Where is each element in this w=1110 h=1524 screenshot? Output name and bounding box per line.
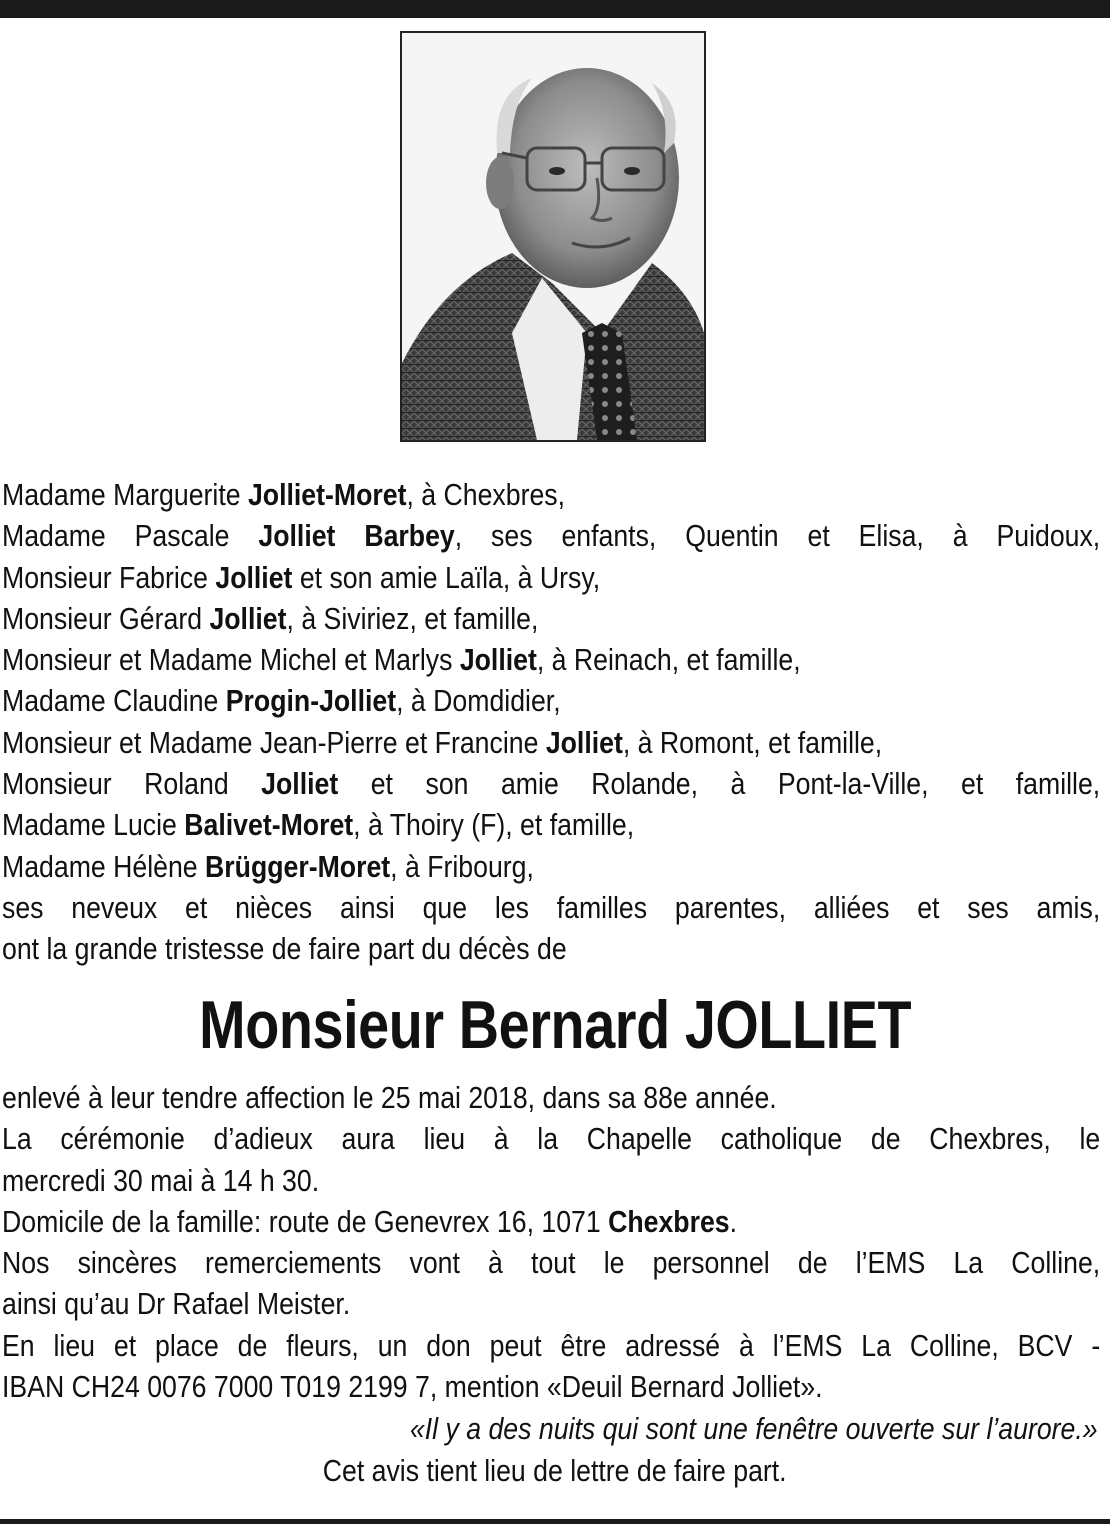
family-location: , ses enfants, Quentin et Elisa, à Puidoux,: [454, 518, 1101, 554]
family-line: [2, 763, 1100, 804]
family-line: [2, 598, 1100, 639]
family-surname: Jolliet: [545, 724, 623, 760]
domicile-line: [2, 1201, 1100, 1242]
family-member-title: Monsieur Roland: [2, 766, 262, 802]
family-line: [2, 474, 1100, 515]
domicile-town: Chexbres: [608, 1203, 730, 1239]
family-line: [2, 722, 1100, 763]
portrait-illustration: [402, 33, 704, 440]
ceremony-line-1: La cérémonie d’adieux aura lieu à la Chapelle catholique de Chexbres, le: [2, 1121, 1101, 1157]
top-rule: [0, 0, 1110, 18]
thanks-line-1: Nos sincères remerciements vont à tout le personnel de l’EMS La Colline,: [2, 1245, 1101, 1281]
family-location: , à Thoiry (F), et famille,: [353, 807, 635, 843]
family-location: , à Siviriez, et famille,: [286, 600, 539, 636]
deceased-name: [0, 989, 1110, 1061]
family-member-title: Monsieur Gérard: [2, 600, 210, 636]
relatives-block: [2, 887, 1100, 970]
family-member-title: Monsieur et Madame Jean-Pierre et Francine: [2, 724, 546, 760]
closing-note-text: Cet avis tient lieu de lettre de faire part.: [323, 1453, 787, 1488]
family-line: [2, 680, 1100, 721]
details-block: [2, 1077, 1100, 1407]
family-surname: Progin-Jolliet: [225, 683, 397, 719]
family-location: , à Reinach, et famille,: [536, 642, 801, 678]
epitaph-quote: «Il y a des nuits qui sont une fenêtre ouverte sur l’aurore.»: [410, 1411, 1098, 1446]
domicile-address: Domicile de la famille: route de Genevrex 16, 1071: [2, 1203, 609, 1239]
family-location: , à Romont, et famille,: [622, 724, 883, 760]
family-location: , à Chexbres,: [406, 477, 566, 512]
domicile-period: .: [729, 1203, 738, 1239]
family-member-title: Madame Claudine: [2, 683, 226, 719]
family-line: [2, 515, 1100, 556]
ceremony-line-2: mercredi 30 mai à 14 h 30.: [2, 1162, 320, 1198]
family-surname: Brügger-Moret: [205, 848, 391, 884]
family-surname: Jolliet: [459, 642, 537, 678]
family-surname: Balivet-Moret: [184, 807, 354, 843]
thanks-line-2: ainsi qu’au Dr Rafael Meister.: [2, 1286, 351, 1322]
family-surname: Jolliet: [209, 600, 287, 636]
family-location: , à Domdidier,: [396, 683, 561, 719]
family-line: [2, 846, 1100, 887]
family-surname: Jolliet: [215, 559, 293, 595]
relatives-line: ses neveux et nièces ainsi que les familles parentes, alliées et ses amis,: [2, 890, 1101, 925]
family-member-title: Madame Pascale: [2, 518, 259, 554]
closing-note: [0, 1450, 1110, 1491]
family-location: , à Fribourg,: [390, 848, 534, 884]
bottom-rule: [0, 1519, 1110, 1524]
portrait-photo: [400, 31, 706, 442]
donation-line-2: IBAN CH24 0076 7000 T019 2199 7, mention «Deuil Bernard Jolliet».: [2, 1369, 823, 1405]
family-location: et son amie Rolande, à Pont-la-Ville, et famille,: [338, 766, 1101, 802]
family-surname: Jolliet-Moret: [247, 477, 407, 512]
family-member-title: Madame Lucie: [2, 807, 185, 843]
family-line: [2, 804, 1100, 845]
death-date-line: enlevé à leur tendre affection le 25 mai 2018, dans sa 88e année.: [2, 1080, 777, 1115]
family-member-title: Madame Hélène: [2, 848, 206, 884]
family-surname: Jolliet Barbey: [258, 518, 455, 554]
family-line: [2, 557, 1100, 598]
deceased-name-text: Monsieur Bernard JOLLIET: [198, 987, 912, 1063]
announce-line: ont la grande tristesse de faire part du décès de: [2, 931, 567, 967]
family-member-title: Monsieur Fabrice: [2, 559, 216, 595]
family-list: [2, 474, 1100, 887]
family-line: [2, 639, 1100, 680]
family-location: et son amie Laïla, à Ursy,: [292, 559, 601, 595]
family-surname: Jolliet: [261, 766, 339, 802]
family-member-title: Monsieur et Madame Michel et Marlys: [2, 642, 460, 678]
donation-line-1: En lieu et place de fleurs, un don peut être adressé à l’EMS La Colline, BCV -: [2, 1327, 1101, 1363]
family-member-title: Madame Marguerite: [2, 477, 248, 512]
